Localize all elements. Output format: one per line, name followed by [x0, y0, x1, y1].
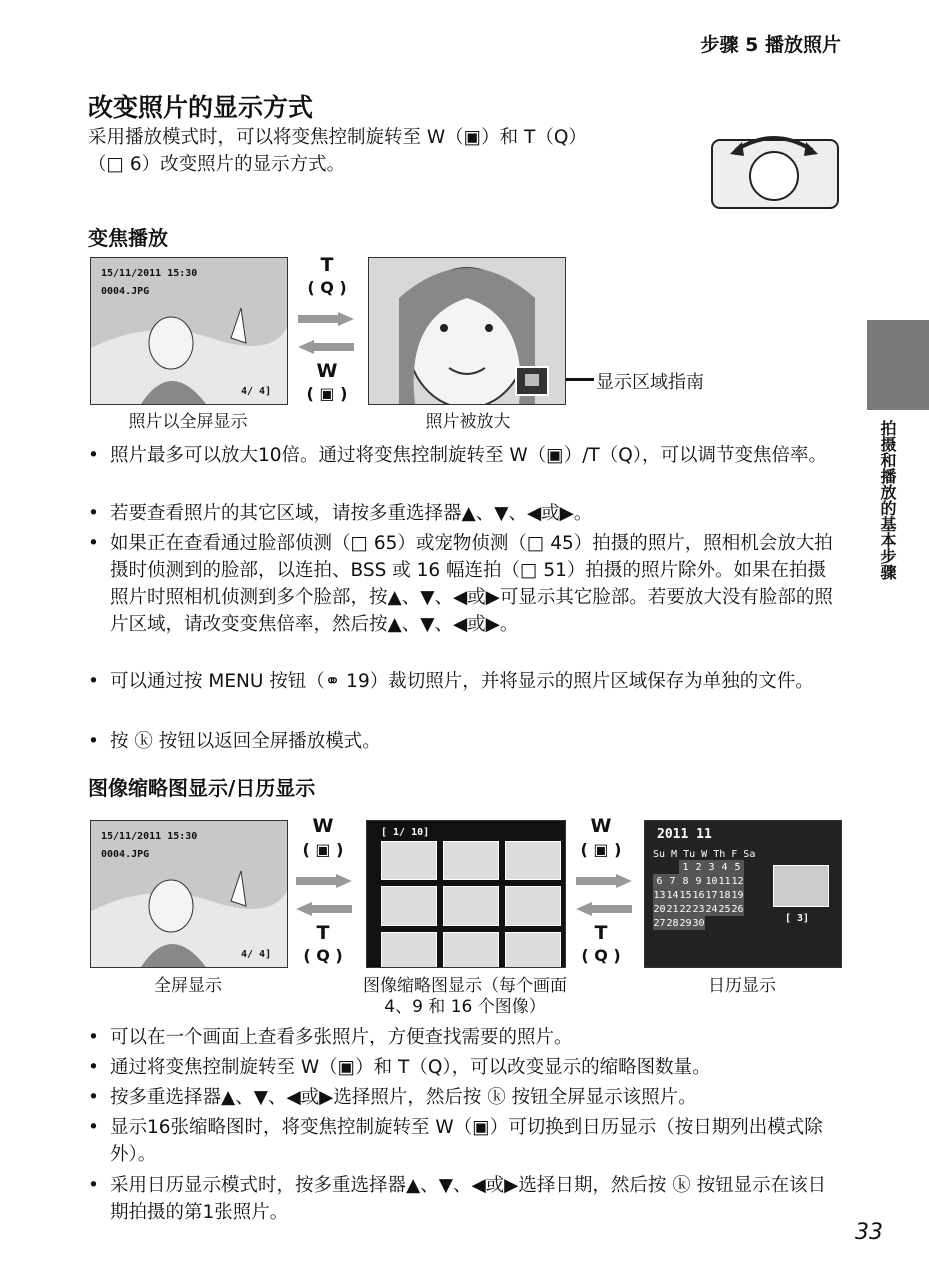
thumbnail-item [381, 932, 437, 968]
fullscreen-photo-lcd-2 [90, 820, 288, 968]
zoom-w-symbol-2: ( ▣ ) [302, 840, 344, 859]
calendar-day [653, 860, 666, 874]
lcd-counter: 4/ 4] [241, 386, 272, 397]
zoom-t-symbol: ( Q ) [307, 278, 347, 297]
caption-fullscreen: 照片以全屏显示 [128, 412, 248, 432]
guide-pointer-line [566, 378, 594, 382]
thumbnail-item [505, 886, 561, 925]
calendar-day: 1 [679, 860, 692, 874]
zoom-w-label: W [316, 360, 338, 382]
page-header: 步骤 5 播放照片 [700, 34, 841, 56]
display-area-guide [515, 366, 549, 396]
calendar-day [731, 916, 744, 930]
caption-zoomed: 照片被放大 [425, 412, 511, 432]
calendar-day: 22 [679, 903, 692, 915]
thumbnail-item [381, 841, 437, 880]
caption-thumb-1: 图像缩略图显示（每个画面 [363, 976, 567, 996]
calendar-day [705, 916, 718, 930]
calendar-count: [ 3] [785, 913, 810, 924]
calendar-day: 21 [666, 903, 679, 915]
intro-line-1: 采用播放模式时，可以将变焦控制旋转至 W（▣）和 T（Q） [88, 127, 587, 148]
side-tab-label: 拍摄和播放的基本步骤 [878, 420, 897, 580]
thumbnail-item [505, 841, 561, 880]
thumbnail-item [443, 886, 499, 925]
calendar-day: 23 [692, 903, 705, 915]
arrow-right-icon-2 [296, 874, 352, 888]
zoom-t-label-2: T [316, 922, 330, 944]
bullet-2-5: • 采用日历显示模式时，按多重选择器▲、▼、◀或▶选择日期，然后按 ⓚ 按钮显示在该日期拍摄的第1张照片。 [88, 1175, 827, 1223]
display-area-guide-label: 显示区域指南 [596, 372, 704, 393]
calendar-day: 2 [692, 860, 705, 874]
calendar-day: 3 [705, 860, 718, 874]
calendar-day: 25 [718, 903, 731, 915]
lcd-date: 15/11/2011 15:30 [101, 268, 198, 279]
calendar-week [653, 874, 744, 888]
zoom-t-symbol-3: ( Q ) [581, 946, 621, 965]
bullet-1-5: • 按 ⓚ 按钮以返回全屏播放模式。 [88, 731, 381, 752]
camera-zoom-illustration [708, 126, 842, 212]
calendar-day: 28 [666, 917, 679, 929]
thumbnail-item [443, 932, 499, 968]
zoom-t-symbol-2: ( Q ) [303, 946, 343, 965]
thumbnail-grid [381, 841, 561, 968]
lcd-counter-2: 4/ 4] [241, 949, 272, 960]
zoomed-photo-lcd [368, 257, 566, 405]
bullet-2-2: • 通过将变焦控制旋转至 W（▣）和 T（Q），可以改变显示的缩略图数量。 [88, 1057, 711, 1078]
bullet-2-4: • 显示16张缩略图时，将变焦控制旋转至 W（▣）可切换到日历显示（按日期列出模式除外）。 [88, 1117, 823, 1165]
arrow-left-icon [298, 340, 354, 354]
caption-full: 全屏显示 [154, 976, 222, 996]
calendar-weekdays: Su M Tu W Th F Sa [653, 849, 756, 860]
calendar-day: 20 [653, 903, 666, 915]
arrow-left-icon-2 [296, 902, 352, 916]
thumbnail-view-lcd [366, 820, 566, 968]
page-number: 33 [855, 1220, 883, 1245]
calendar-day: 8 [679, 874, 692, 888]
thumb-counter: [ 1/ 10] [381, 827, 430, 838]
section-zoom-title: 变焦播放 [88, 226, 168, 250]
calendar-day: 14 [666, 889, 679, 901]
calendar-day: 15 [679, 889, 692, 901]
bullet-1-2: • 若要查看照片的其它区域，请按多重选择器▲、▼、◀或▶。 [88, 503, 593, 524]
arrow-right-icon [298, 312, 354, 326]
calendar-day: 19 [731, 889, 744, 901]
lcd-date-2: 15/11/2011 15:30 [101, 831, 198, 842]
calendar-day: 11 [718, 875, 731, 887]
calendar-preview-photo [773, 865, 829, 907]
calendar-week [653, 902, 744, 916]
lcd-filename: 0004.JPG [101, 286, 150, 297]
calendar-week [653, 916, 744, 930]
calendar-day [666, 860, 679, 874]
calendar-day: 7 [666, 874, 679, 888]
calendar-day: 5 [731, 860, 744, 874]
calendar-day: 13 [653, 889, 666, 901]
arrow-right-icon-3 [576, 874, 632, 888]
calendar-table [653, 860, 744, 930]
page-title: 改变照片的显示方式 [88, 93, 314, 122]
arrow-left-icon-3 [576, 902, 632, 916]
calendar-day: 24 [705, 903, 718, 915]
bullet-1-1: • 照片最多可以放大10倍。通过将变焦控制旋转至 W（▣）/T（Q），可以调节变焦倍率。 [88, 445, 828, 466]
bullet-2-1: • 可以在一个画面上查看多张照片，方便查找需要的照片。 [88, 1027, 573, 1048]
calendar-day [718, 916, 731, 930]
zoom-w-symbol-3: ( ▣ ) [580, 840, 622, 859]
thumbnail-item [505, 932, 561, 968]
zoom-w-symbol: ( ▣ ) [306, 384, 348, 403]
zoom-t-label: T [320, 254, 334, 276]
calendar-month: 2011 11 [657, 827, 712, 842]
caption-thumb-2: 4、9 和 16 个图像） [384, 997, 546, 1017]
calendar-day: 6 [653, 874, 666, 888]
calendar-day: 18 [718, 889, 731, 901]
fullscreen-photo-lcd [90, 257, 288, 405]
calendar-day: 12 [731, 875, 744, 887]
calendar-week [653, 888, 744, 902]
calendar-week [653, 860, 744, 874]
calendar-day: 9 [692, 874, 705, 888]
section-thumbnail-title: 图像缩略图显示/日历显示 [88, 776, 316, 800]
calendar-day: 27 [653, 917, 666, 929]
calendar-day: 29 [679, 917, 692, 929]
caption-calendar: 日历显示 [708, 976, 776, 996]
calendar-day: 16 [692, 889, 705, 901]
zoom-t-label-3: T [594, 922, 608, 944]
intro-line-2: （□ 6）改变照片的显示方式。 [88, 154, 346, 175]
zoom-w-label-2: W [312, 815, 334, 837]
calendar-grid [653, 849, 755, 930]
calendar-day: 26 [731, 903, 744, 915]
calendar-day: 17 [705, 889, 718, 901]
lcd-filename-2: 0004.JPG [101, 849, 150, 860]
calendar-day: 30 [692, 917, 705, 929]
thumbnail-item [381, 886, 437, 925]
bullet-2-3: • 按多重选择器▲、▼、◀或▶选择照片，然后按 ⓚ 按钮全屏显示该照片。 [88, 1087, 697, 1108]
calendar-day: 4 [718, 860, 731, 874]
thumbnail-item [443, 841, 499, 880]
bullet-1-3: • 如果正在查看通过脸部侦测（□ 65）或宠物侦测（□ 45）拍摄的照片，照相机会放大拍摄时侦测到的脸部，以连拍、BSS 或 16 幅连拍（□ 51）拍摄的照片除外。如果在拍摄照片时照相机侦测到多个脸部，按▲、▼、◀或▶可显示其它脸部。若要放大没有脸部的照片区域，请改变变焦倍率，然后按▲、▼、◀或▶。 [88, 533, 833, 635]
bullet-1-4: • 可以通过按 MENU 按钮（⚭ 19）裁切照片，并将显示的照片区域保存为单独的文件。 [88, 671, 814, 692]
zoom-w-label-3: W [590, 815, 612, 837]
calendar-day: 10 [705, 875, 718, 887]
side-tab-marker [867, 320, 929, 410]
calendar-view-lcd [644, 820, 842, 968]
